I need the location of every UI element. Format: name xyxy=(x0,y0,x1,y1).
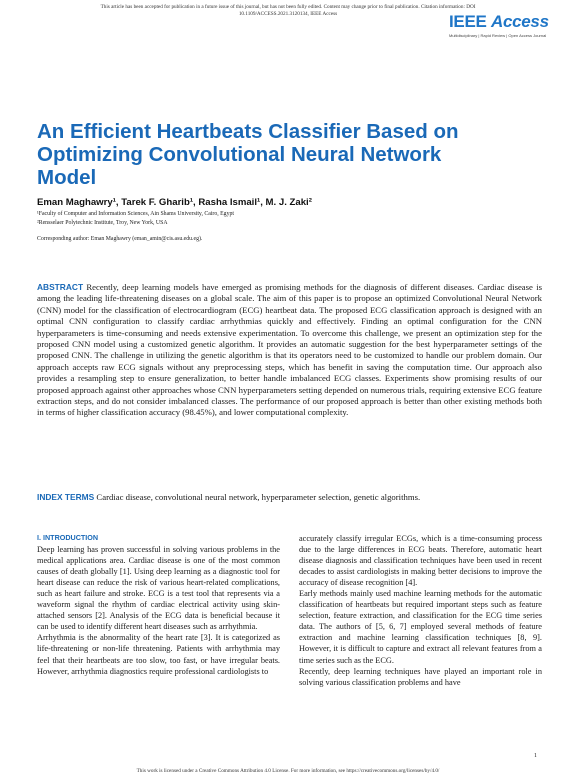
body-paragraph: Arrhythmia is the abnormality of the heart rate [3]. It is categorized as life-threatening or non-life threatening. Patients with arrhythmia may feel that their heartbeats are too slow, too fast, or have irregular beats. However, arrhythmia diagnostics require professional cardiologists to xyxy=(37,633,280,676)
notice-line-1: This article has been accepted for publication in a future issue of this journal, but has not been fully edited. Content may change prior to final publication. Citation information: DOI xyxy=(100,4,476,10)
body-paragraph: Deep learning has proven successful in solving various problems in the medical applications area. Cardiac disease is one of the most common causes of death globally [1]. Using deep learning as a diagnostic tool for heart disease can reduce the risk of various heart-related complications, such as heart failure and stroke. ECG is a test tool that represents via a waveform signal the rhythm of cardiac electrical activity using skin-attached sensors [2]. Analysis of the ECG data is beneficial because it can be used to identify different heart diseases such as arrhythmia. xyxy=(37,545,280,632)
page-number: 1 xyxy=(534,753,537,759)
body-paragraph: accurately classify irregular ECGs, which is a time-consuming process due to the large differences in ECG beats. Therefore, automatic heart disease diagnosis and classification techniques have been used in recent decades to assist cardiologists in making better decisions to improve the accuracy of disease recognition [4]. xyxy=(299,534,542,588)
index-terms-label: INDEX TERMS xyxy=(37,492,95,502)
notice-line-2: 10.1109/ACCESS.2021.3120134, IEEE Access xyxy=(238,11,338,17)
author-list: Eman Maghawry¹, Tarek F. Gharib¹, Rasha Ismail¹, M. J. Zaki² xyxy=(37,197,312,208)
body-column-right xyxy=(299,533,542,688)
abstract-label: ABSTRACT xyxy=(37,282,84,292)
body-column-left xyxy=(37,532,280,677)
logo-ieee-text: IEEE xyxy=(449,12,487,31)
license-footer: This work is licensed under a Creative Commons Attribution 4.0 License. For more information, see https://creativecommons.org/licenses/by/4.0/ xyxy=(136,768,440,774)
index-terms-text: Cardiac disease, convolutional neural network, hyperparameter selection, genetic algorithms. xyxy=(96,492,421,502)
ieee-access-logo xyxy=(449,12,549,48)
journal-notice xyxy=(60,4,516,18)
logo-tagline: Multidisciplinary | Rapid Review | Open Access Journal xyxy=(449,33,547,38)
affiliation-2: ²Rensselaer Polytechnic Institute, Troy, New York, USA xyxy=(37,220,168,226)
index-terms xyxy=(37,492,542,503)
abstract xyxy=(37,282,542,419)
corresponding-author: Corresponding author: Eman Maghawry (eman_amin@cis.asu.edu.eg). xyxy=(37,236,203,242)
paper-title: An Efficient Heartbeats Classifier Based on Optimizing Convolutional Neural Network Model xyxy=(37,120,459,189)
affiliation-1: ¹Faculty of Computer and Information Sciences, Ain Shams University, Cairo, Egypt xyxy=(37,211,234,217)
body-paragraph: Recently, deep learning techniques have played an important role in solving various classification problems and have xyxy=(299,666,542,687)
body-paragraph: Early methods mainly used machine learning methods for the automatic classification of heartbeats but required important steps such as feature selection, feature extraction, and classification for the ECG time series data. The authors of [5, 6, 7] employed several methods of feature extraction and machine learning classification techniques [8, 9]. However, it is difficult to capture and extract all relevant features from a time series such as the ECG. xyxy=(299,589,542,665)
logo-access-text: Access xyxy=(490,12,549,31)
logo-wordmark xyxy=(449,12,549,32)
section-heading: I. INTRODUCTION xyxy=(37,533,99,542)
abstract-text: Recently, deep learning models have emerged as promising methods for the diagnosis of different diseases. Cardiac disease is among the leading life-threatening diseases on a global scale. The aim of this paper is to propose an optimized Convolutional Neural Network (CNN) model for the classification of electrocardiogram (ECG) heartbeat data. The proposed ECG classification approach is designed with an optimal CNN configuration to classify cardiac arrhythmias quickly and effectively. Finding an optimal configuration for the CNN hyperparameters is time-consuming and needs extensive experimentation. To overcome this challenge, we present an optimization step for the proposed CNN model using a customized genetic algorithm. It provides an automatic suggestion for the best hyperparameter settings of the proposed CNN. The challenge in utilizing the genetic algorithm is that its operators need to be customized to handle our problem domain. Our approach accepts raw ECG signals without any preprocessing steps, which has benefit in saving the computation time. Our approach also provides a resampling step to ensure generalization, to better handle imbalanced ECG classes. Experiments show promising results of our proposed approach against other approaches whose CNN hyperparameters setting depended on numerous trials, requiring extensive ECG feature extraction steps, and do not consider imbalanced classes. The performance of our proposed approach is better than other existing methods both in terms of higher classification accuracy (98.45%), and lower computational complexity. xyxy=(37,282,542,418)
